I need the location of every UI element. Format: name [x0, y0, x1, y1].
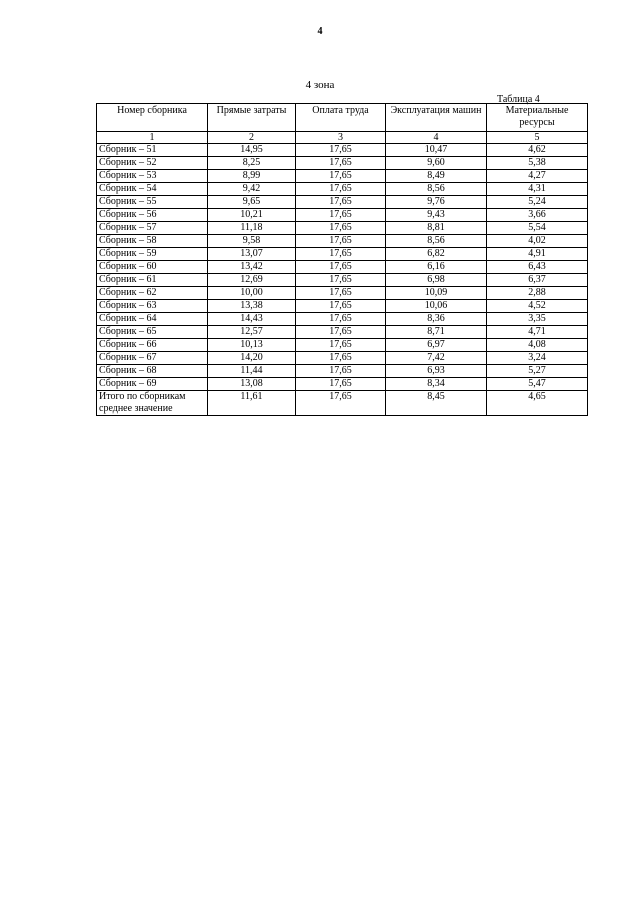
- table-row: [97, 313, 588, 326]
- value-cell: 4,02: [487, 235, 588, 248]
- table-row: [97, 222, 588, 235]
- table-row: [97, 248, 588, 261]
- value-cell: 8,36: [386, 313, 487, 326]
- value-cell: 5,38: [487, 157, 588, 170]
- total-value: 11,61: [208, 391, 296, 416]
- table-row: [97, 183, 588, 196]
- table-row: [97, 365, 588, 378]
- value-cell: 17,65: [296, 235, 386, 248]
- total-row: [97, 391, 588, 416]
- value-cell: 17,65: [296, 144, 386, 157]
- collection-name-cell: Сборник – 59: [97, 248, 208, 261]
- value-cell: 8,56: [386, 235, 487, 248]
- value-cell: 11,18: [208, 222, 296, 235]
- column-number-row: [97, 132, 588, 144]
- value-cell: 17,65: [296, 222, 386, 235]
- value-cell: 4,91: [487, 248, 588, 261]
- value-cell: 10,13: [208, 339, 296, 352]
- value-cell: 14,20: [208, 352, 296, 365]
- collection-name-cell: Сборник – 58: [97, 235, 208, 248]
- collection-name-cell: Сборник – 61: [97, 274, 208, 287]
- column-number: 4: [386, 132, 487, 144]
- value-cell: 17,65: [296, 248, 386, 261]
- value-cell: 17,65: [296, 326, 386, 339]
- value-cell: 8,81: [386, 222, 487, 235]
- value-cell: 17,65: [296, 352, 386, 365]
- total-value: 4,65: [487, 391, 588, 416]
- data-table: [96, 103, 588, 416]
- value-cell: 10,09: [386, 287, 487, 300]
- value-cell: 4,27: [487, 170, 588, 183]
- value-cell: 4,31: [487, 183, 588, 196]
- value-cell: 2,88: [487, 287, 588, 300]
- column-number: 5: [487, 132, 588, 144]
- value-cell: 6,37: [487, 274, 588, 287]
- value-cell: 6,97: [386, 339, 487, 352]
- value-cell: 17,65: [296, 183, 386, 196]
- page-number: 4: [317, 26, 323, 37]
- header-labor-payment: Оплата труда: [296, 104, 386, 132]
- value-cell: 8,56: [386, 183, 487, 196]
- value-cell: 17,65: [296, 157, 386, 170]
- value-cell: 13,42: [208, 261, 296, 274]
- table-row: [97, 287, 588, 300]
- value-cell: 3,24: [487, 352, 588, 365]
- value-cell: 17,65: [296, 261, 386, 274]
- collection-name-cell: Сборник – 69: [97, 378, 208, 391]
- value-cell: 14,43: [208, 313, 296, 326]
- value-cell: 6,43: [487, 261, 588, 274]
- table-row: [97, 144, 588, 157]
- table-label: Таблица 4: [497, 94, 540, 105]
- value-cell: 17,65: [296, 274, 386, 287]
- column-number: 2: [208, 132, 296, 144]
- table-row: [97, 209, 588, 222]
- value-cell: 6,98: [386, 274, 487, 287]
- value-cell: 9,43: [386, 209, 487, 222]
- value-cell: 17,65: [296, 170, 386, 183]
- table-row: [97, 261, 588, 274]
- total-value: 8,45: [386, 391, 487, 416]
- value-cell: 9,60: [386, 157, 487, 170]
- header-machine-operation: Эксплуатация машин: [386, 104, 487, 132]
- value-cell: 10,21: [208, 209, 296, 222]
- value-cell: 6,93: [386, 365, 487, 378]
- zone-title: 4 зона: [305, 79, 335, 91]
- value-cell: 17,65: [296, 287, 386, 300]
- value-cell: 6,82: [386, 248, 487, 261]
- value-cell: 17,65: [296, 196, 386, 209]
- collection-name-cell: Сборник – 62: [97, 287, 208, 300]
- value-cell: 12,69: [208, 274, 296, 287]
- value-cell: 9,65: [208, 196, 296, 209]
- total-label: [97, 391, 208, 416]
- collection-name-cell: Сборник – 51: [97, 144, 208, 157]
- value-cell: 11,44: [208, 365, 296, 378]
- collection-name-cell: Сборник – 66: [97, 339, 208, 352]
- value-cell: 9,42: [208, 183, 296, 196]
- collection-name-cell: Сборник – 63: [97, 300, 208, 313]
- value-cell: 13,38: [208, 300, 296, 313]
- collection-name-cell: Сборник – 68: [97, 365, 208, 378]
- value-cell: 14,95: [208, 144, 296, 157]
- value-cell: 17,65: [296, 300, 386, 313]
- table-header-row: [97, 104, 588, 132]
- value-cell: 5,47: [487, 378, 588, 391]
- value-cell: 10,00: [208, 287, 296, 300]
- collection-name-cell: Сборник – 56: [97, 209, 208, 222]
- value-cell: 8,99: [208, 170, 296, 183]
- header-collection-number: Номер сборника: [97, 104, 208, 132]
- value-cell: 9,58: [208, 235, 296, 248]
- value-cell: 3,35: [487, 313, 588, 326]
- value-cell: 4,62: [487, 144, 588, 157]
- total-label-line1: Итого по сборникам: [99, 391, 186, 402]
- total-label-line2: среднее значение: [99, 403, 173, 414]
- value-cell: 13,07: [208, 248, 296, 261]
- collection-name-cell: Сборник – 64: [97, 313, 208, 326]
- value-cell: 3,66: [487, 209, 588, 222]
- value-cell: 17,65: [296, 378, 386, 391]
- value-cell: 6,16: [386, 261, 487, 274]
- value-cell: 7,42: [386, 352, 487, 365]
- value-cell: 8,49: [386, 170, 487, 183]
- header-material-resources: Материальные ресурсы: [487, 104, 588, 132]
- value-cell: 8,71: [386, 326, 487, 339]
- collection-name-cell: Сборник – 65: [97, 326, 208, 339]
- value-cell: 10,06: [386, 300, 487, 313]
- total-value: 17,65: [296, 391, 386, 416]
- collection-name-cell: Сборник – 67: [97, 352, 208, 365]
- collection-name-cell: Сборник – 57: [97, 222, 208, 235]
- table-row: [97, 274, 588, 287]
- table-row: [97, 326, 588, 339]
- value-cell: 5,24: [487, 196, 588, 209]
- collection-name-cell: Сборник – 60: [97, 261, 208, 274]
- value-cell: 10,47: [386, 144, 487, 157]
- value-cell: 8,25: [208, 157, 296, 170]
- table-row: [97, 300, 588, 313]
- value-cell: 4,08: [487, 339, 588, 352]
- column-number: 3: [296, 132, 386, 144]
- value-cell: 9,76: [386, 196, 487, 209]
- value-cell: 4,71: [487, 326, 588, 339]
- collection-name-cell: Сборник – 53: [97, 170, 208, 183]
- value-cell: 17,65: [296, 209, 386, 222]
- table-row: [97, 157, 588, 170]
- collection-name-cell: Сборник – 54: [97, 183, 208, 196]
- table-row: [97, 196, 588, 209]
- value-cell: 8,34: [386, 378, 487, 391]
- column-number: 1: [97, 132, 208, 144]
- header-direct-costs: Прямые затраты: [208, 104, 296, 132]
- value-cell: 17,65: [296, 339, 386, 352]
- collection-name-cell: Сборник – 55: [97, 196, 208, 209]
- value-cell: 12,57: [208, 326, 296, 339]
- table-row: [97, 339, 588, 352]
- table-row: [97, 378, 588, 391]
- table-row: [97, 170, 588, 183]
- table-row: [97, 352, 588, 365]
- value-cell: 5,54: [487, 222, 588, 235]
- value-cell: 13,08: [208, 378, 296, 391]
- value-cell: 17,65: [296, 313, 386, 326]
- collection-name-cell: Сборник – 52: [97, 157, 208, 170]
- value-cell: 4,52: [487, 300, 588, 313]
- table-row: [97, 235, 588, 248]
- value-cell: 5,27: [487, 365, 588, 378]
- value-cell: 17,65: [296, 365, 386, 378]
